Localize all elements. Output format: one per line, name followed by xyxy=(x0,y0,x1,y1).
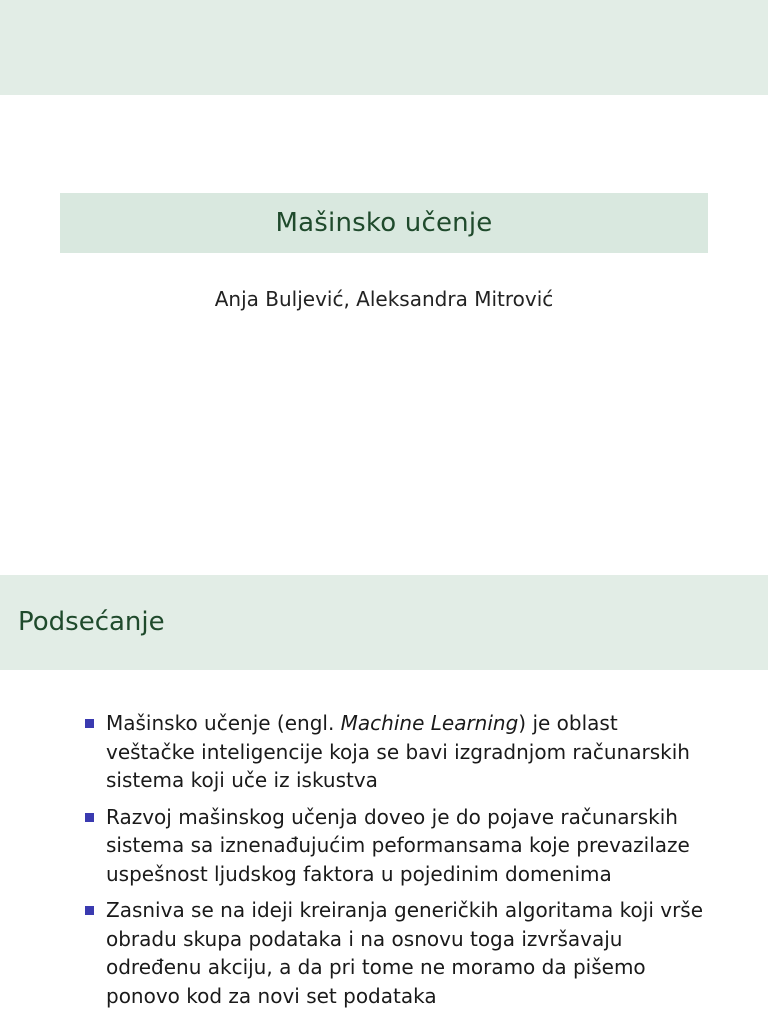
bullet-text: Zasniva se na ideji kreiranja generičkih algoritama koji vrše obradu skupa podataka i na osnovu toga izvršavaju određenu akciju, a da pri tome ne moramo da pišemo ponovo kod za novi set podataka xyxy=(106,898,704,1008)
frame-title: Podsećanje xyxy=(18,606,165,637)
bullet-text-after: ) je oblast veštačke inteligencije koja se bavi izgradnjom računarskih sistema koji uče iz iskustva xyxy=(106,711,690,792)
presentation-title: Mašinsko učenje xyxy=(275,208,493,238)
bullet-emphasis: Machine Learning xyxy=(340,711,519,735)
square-bullet-icon xyxy=(85,813,94,822)
title-box xyxy=(60,193,708,253)
square-bullet-icon xyxy=(85,719,94,728)
frame-title-band xyxy=(0,575,768,670)
authors: Anja Buljević, Aleksandra Mitrović xyxy=(214,287,554,311)
header-band xyxy=(0,0,768,95)
bullet-text-before: Mašinsko učenje (engl. xyxy=(106,711,341,735)
square-bullet-icon xyxy=(85,906,94,915)
bullet-list xyxy=(0,709,768,1018)
list-item xyxy=(106,803,706,889)
list-item xyxy=(106,709,706,795)
bullet-text: Razvoj mašinskog učenja doveo je do pojave računarskih sistema sa iznenađujućim peformansama koje prevazilaze uspešnost ljudskog faktora u pojedinim domenima xyxy=(106,804,690,886)
content-slide xyxy=(0,575,768,1024)
list-item xyxy=(106,896,706,1010)
